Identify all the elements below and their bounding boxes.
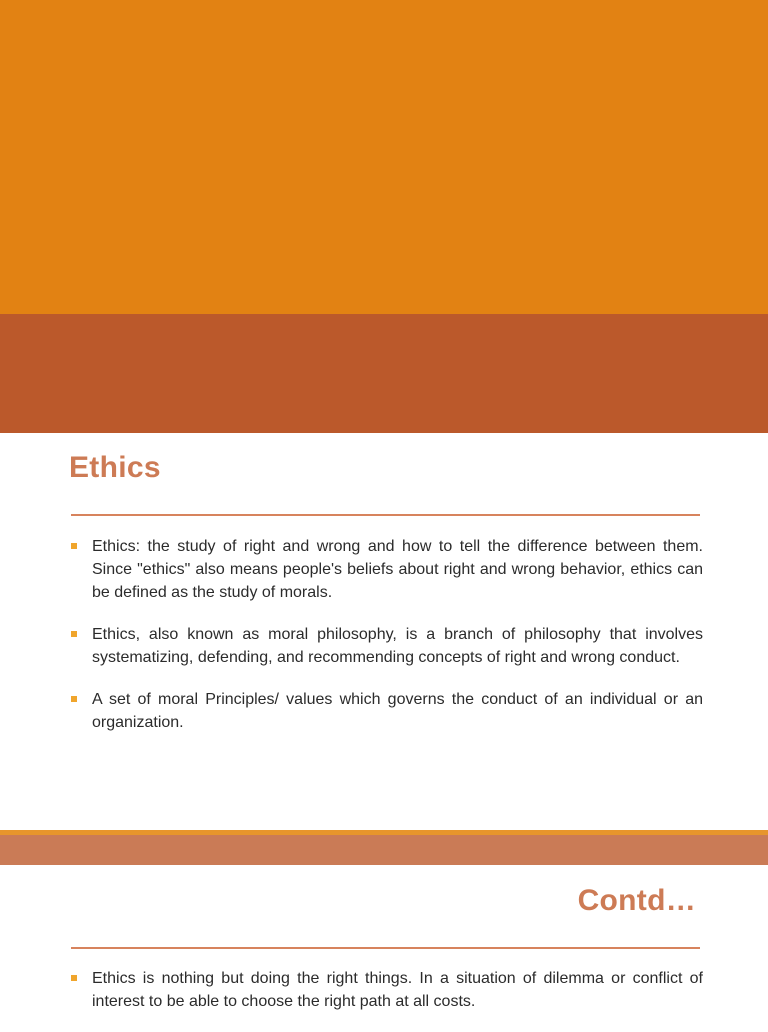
bullet-text: A set of moral Principles/ values which governs the conduct of an individual or an organization.	[92, 691, 703, 731]
bullet-item	[71, 623, 703, 669]
header-band-rust	[0, 314, 768, 433]
bullet-item	[71, 967, 703, 1013]
square-bullet-icon	[71, 975, 77, 981]
slide-title-contd: Contd…	[577, 884, 696, 917]
bullet-list	[71, 967, 703, 1032]
bullet-list	[71, 535, 703, 753]
slide-divider-rust	[0, 835, 768, 865]
square-bullet-icon	[71, 543, 77, 549]
bullet-text: Ethics is nothing but doing the right things. In a situation of dilemma or conflict of interest to be able to choose the right path at all costs.	[92, 970, 703, 1010]
square-bullet-icon	[71, 631, 77, 637]
bullet-text: Ethics: the study of right and wrong and how to tell the difference between them. Since "ethics" also means people's beliefs about right and wrong behavior, ethics can be defined as the study of morals.	[92, 538, 703, 601]
bullet-item	[71, 688, 703, 734]
header-band-orange	[0, 0, 768, 314]
slide-title-ethics: Ethics	[69, 451, 161, 484]
title-underline	[71, 514, 700, 516]
bullet-text: Ethics, also known as moral philosophy, is a branch of philosophy that involves systematizing, defending, and recommending concepts of right and wrong conduct.	[92, 626, 703, 666]
title-underline	[71, 947, 700, 949]
square-bullet-icon	[71, 696, 77, 702]
bullet-item	[71, 535, 703, 604]
